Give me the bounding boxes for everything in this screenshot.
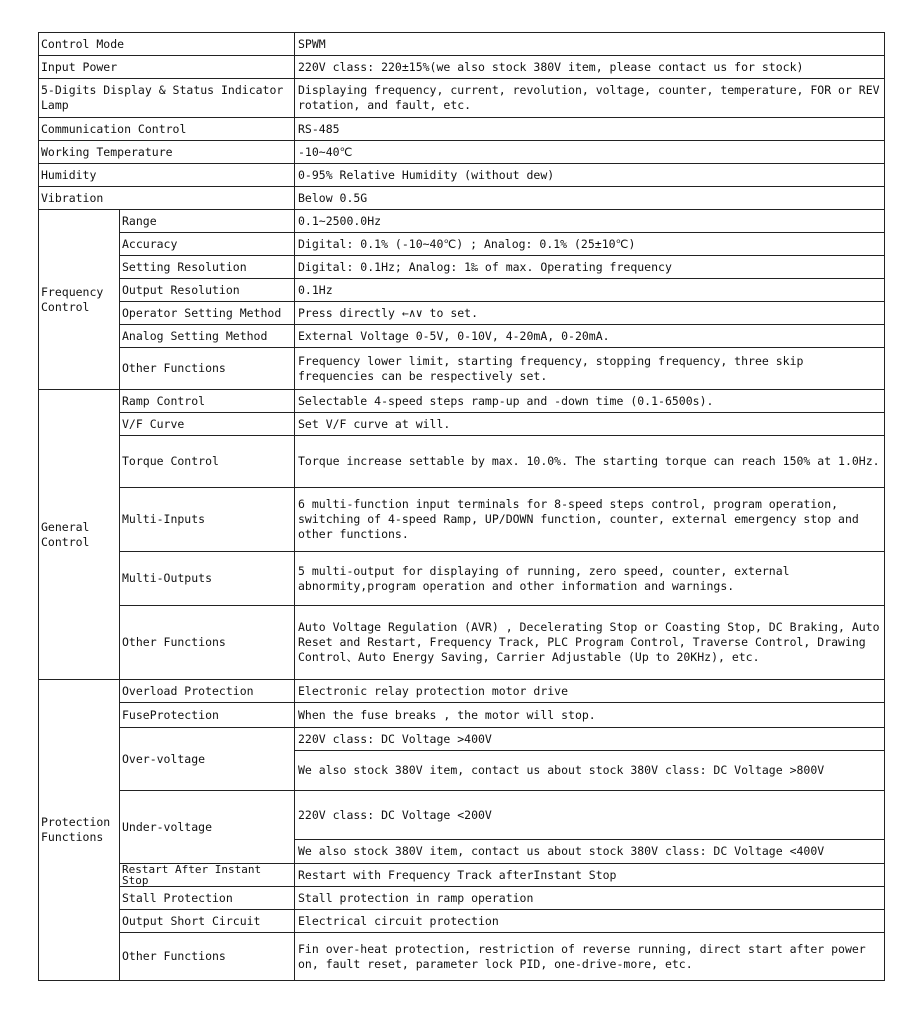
table-row: [39, 552, 885, 606]
table-row: [39, 233, 885, 256]
table-row: [39, 118, 885, 141]
gen-value-ramp-control: Selectable 4-speed steps ramp-up and -down time (0.1-6500s).: [295, 390, 885, 413]
prot-label-short-circuit: Output Short Circuit: [120, 910, 295, 933]
prot-value-stall: Stall protection in ramp operation: [295, 887, 885, 910]
table-row: [39, 436, 885, 488]
gen-value-vf-curve: Set V/F curve at will.: [295, 413, 885, 436]
row-label-communication: Communication Control: [39, 118, 295, 141]
gen-label-multi-outputs: Multi-Outputs: [120, 552, 295, 606]
table-row: [39, 413, 885, 436]
freq-label-setting-resolution: Setting Resolution: [120, 256, 295, 279]
table-row: [39, 187, 885, 210]
freq-value-operator-setting: Press directly ←∧∨ to set.: [295, 302, 885, 325]
row-value-vibration: Below 0.5G: [295, 187, 885, 210]
group-label-protection-functions: Protection Functions: [39, 680, 120, 981]
prot-label-stall: Stall Protection: [120, 887, 295, 910]
prot-value-other-functions: Fin over-heat protection, restriction of reverse running, direct start after power on, fault reset, parameter lock PID, one-drive-more, etc.: [295, 933, 885, 981]
table-row: [39, 279, 885, 302]
prot-value-under-voltage-380: We also stock 380V item, contact us about stock 380V class: DC Voltage <400V: [295, 840, 885, 864]
group-label-frequency-control: Frequency Control: [39, 210, 120, 390]
table-row: [39, 864, 885, 887]
freq-label-output-resolution: Output Resolution: [120, 279, 295, 302]
prot-value-over-voltage-220: 220V class: DC Voltage >400V: [295, 728, 885, 751]
freq-label-analog-setting: Analog Setting Method: [120, 325, 295, 348]
freq-value-output-resolution: 0.1Hz: [295, 279, 885, 302]
prot-value-restart: Restart with Frequency Track afterInstant Stop: [295, 864, 885, 887]
row-label-display: 5-Digits Display & Status Indicator Lamp: [39, 79, 295, 118]
gen-label-vf-curve: V/F Curve: [120, 413, 295, 436]
table-row: [39, 887, 885, 910]
table-row: [39, 728, 885, 751]
freq-label-operator-setting: Operator Setting Method: [120, 302, 295, 325]
table-row: [39, 606, 885, 680]
gen-label-other-functions: Other Functions: [120, 606, 295, 680]
freq-value-accuracy: Digital: 0.1% (-10~40℃) ; Analog: 0.1% (25±10℃): [295, 233, 885, 256]
table-row: [39, 703, 885, 728]
prot-value-over-voltage-380: We also stock 380V item, contact us about stock 380V class: DC Voltage >800V: [295, 751, 885, 791]
freq-label-range: Range: [120, 210, 295, 233]
table-row: [39, 680, 885, 703]
prot-value-short-circuit: Electrical circuit protection: [295, 910, 885, 933]
table-row: [39, 164, 885, 187]
row-label-humidity: Humidity: [39, 164, 295, 187]
row-value-input-power: 220V class: 220±15%(we also stock 380V item, please contact us for stock): [295, 56, 885, 79]
spec-table: [38, 32, 885, 981]
prot-value-fuse: When the fuse breaks , the motor will stop.: [295, 703, 885, 728]
table-row: [39, 79, 885, 118]
gen-value-other-functions: Auto Voltage Regulation (AVR) , Decelerating Stop or Coasting Stop, DC Braking, Auto Reset and Restart, Frequency Track, PLC Program Control, Traverse Control, Drawing Control、Auto Energy Saving, Carrier Adjustable (Up to 20KHz), etc.: [295, 606, 885, 680]
table-row: [39, 910, 885, 933]
prot-label-fuse: FuseProtection: [120, 703, 295, 728]
row-value-working-temp: -10~40℃: [295, 141, 885, 164]
row-value-display: Displaying frequency, current, revolution, voltage, counter, temperature, FOR or REV rotation, and fault, etc.: [295, 79, 885, 118]
gen-value-multi-outputs: 5 multi-output for displaying of running, zero speed, counter, external abnormity,program operation and other information and warnings.: [295, 552, 885, 606]
row-label-working-temp: Working Temperature: [39, 141, 295, 164]
gen-value-torque-control: Torque increase settable by max. 10.0%. The starting torque can reach 150% at 1.0Hz.: [295, 436, 885, 488]
gen-label-multi-inputs: Multi-Inputs: [120, 488, 295, 552]
table-row: [39, 302, 885, 325]
freq-value-other-functions: Frequency lower limit, starting frequency, stopping frequency, three skip frequencies can be respectively set.: [295, 348, 885, 390]
freq-label-accuracy: Accuracy: [120, 233, 295, 256]
row-label-input-power: Input Power: [39, 56, 295, 79]
table-row: [39, 325, 885, 348]
prot-label-overload: Overload Protection: [120, 680, 295, 703]
freq-value-range: 0.1~2500.0Hz: [295, 210, 885, 233]
table-row: [39, 791, 885, 840]
table-row: [39, 56, 885, 79]
group-label-general-control: General Control: [39, 390, 120, 680]
gen-label-ramp-control: Ramp Control: [120, 390, 295, 413]
table-row: [39, 141, 885, 164]
table-row: [39, 488, 885, 552]
table-row: [39, 256, 885, 279]
table-row: [39, 210, 885, 233]
row-label-vibration: Vibration: [39, 187, 295, 210]
prot-label-restart: Restart After Instant Stop: [120, 864, 295, 887]
row-value-communication: RS-485: [295, 118, 885, 141]
table-row: [39, 348, 885, 390]
prot-label-over-voltage: Over-voltage: [120, 728, 295, 791]
prot-value-under-voltage-220: 220V class: DC Voltage <200V: [295, 791, 885, 840]
prot-value-overload: Electronic relay protection motor drive: [295, 680, 885, 703]
table-row: [39, 933, 885, 981]
row-value-control-mode: SPWM: [295, 33, 885, 56]
freq-label-other-functions: Other Functions: [120, 348, 295, 390]
table-row: [39, 33, 885, 56]
gen-value-multi-inputs: 6 multi-function input terminals for 8-speed steps control, program operation, switching of 4-speed Ramp, UP/DOWN function, counter, external emergency stop and other functions.: [295, 488, 885, 552]
row-label-control-mode: Control Mode: [39, 33, 295, 56]
gen-label-torque-control: Torque Control: [120, 436, 295, 488]
prot-label-other-functions: Other Functions: [120, 933, 295, 981]
table-row: [39, 390, 885, 413]
prot-label-under-voltage: Under-voltage: [120, 791, 295, 864]
freq-value-setting-resolution: Digital: 0.1Hz; Analog: 1‰ of max. Operating frequency: [295, 256, 885, 279]
row-value-humidity: 0-95% Relative Humidity (without dew): [295, 164, 885, 187]
freq-value-analog-setting: External Voltage 0-5V, 0-10V, 4-20mA, 0-20mA.: [295, 325, 885, 348]
